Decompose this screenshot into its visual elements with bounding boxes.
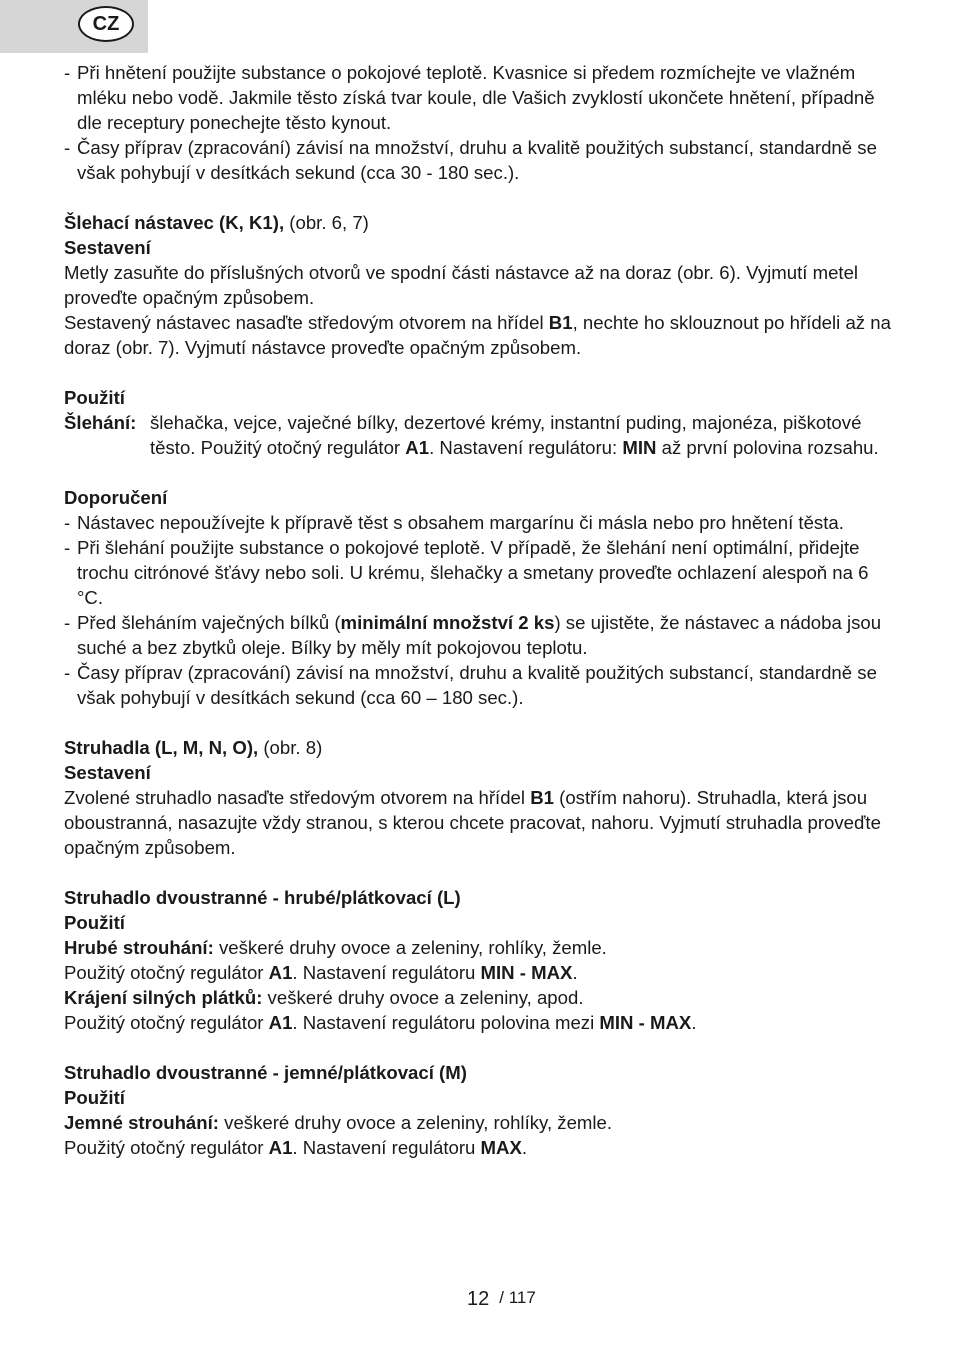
grater-m-heading: Struhadlo dvoustranné - jemné/plátkovací (M): [64, 1062, 467, 1083]
grater-l-coarse-grating: Hrubé strouhání: veškeré druhy ovoce a zeleniny, rohlíky, žemle.: [64, 937, 607, 958]
grater-m-fine-setting: Použitý otočný regulátor A1. Nastavení regulátoru MAX.: [64, 1137, 528, 1158]
total-pages: / 117: [499, 1288, 536, 1307]
whisk-assembly-text-2: Sestavený nástavec nasaďte středovým otvorem na hřídel B1, nechte ho sklouznout po hřídeli až na doraz (obr. 7). Vyjmutí nástavce proveďte opačným způsobem.: [64, 312, 891, 358]
grater-l-thick-slicing: Krájení silných plátků: veškeré druhy ovoce a zeleniny, apod.: [64, 987, 584, 1008]
whisk-assembly-heading: Sestavení: [64, 237, 151, 258]
page-number: [467, 1285, 536, 1312]
grater-m-fine-grating: Jemné strouhání: veškeré druhy ovoce a zeleniny, rohlíky, žemle.: [64, 1112, 613, 1133]
language-tab: [0, 0, 148, 53]
recommendation-item: - Před šleháním vaječných bílků (minimální množství 2 ks) se ujistěte, že nástavec a nádoba jsou suché a bez zbytků oleje. Bílky by měly mít pokojovou teplotu.: [64, 612, 882, 658]
page-content: [64, 60, 894, 1160]
grater-l-heading: Struhadlo dvoustranné - hrubé/plátkovací (L): [64, 887, 461, 908]
grater-l-coarse-setting: Použitý otočný regulátor A1. Nastavení regulátoru MIN - MAX.: [64, 962, 578, 983]
whisk-use-term: Šlehání:: [64, 412, 137, 433]
whisk-use-description: šlehačka, vejce, vaječné bílky, dezertové krémy, instantní puding, majonéza, piškotové těsto. Použitý otočný regulátor A1. Nastavení regulátoru: MIN až první polovina rozsahu.: [150, 412, 879, 458]
bullet-kneading-times: - Časy příprav (zpracování) závisí na množství, druhu a kvalitě použitých substancí, standardně se však pohybují v desítkách sekund (cca 30 - 180 sec.).: [64, 137, 877, 183]
graters-assembly-text: Zvolené struhadlo nasaďte středovým otvorem na hřídel B1 (ostřím nahoru). Struhadla, která jsou oboustranná, nasazujte vždy stranou, s kterou chcete pracovat, nahoru. Vyjmutí struhadla proveďte opačným způsobem.: [64, 787, 881, 858]
current-page: 12: [467, 1288, 490, 1310]
graters-assembly-heading: Sestavení: [64, 762, 151, 783]
whisk-use-heading: Použití: [64, 387, 125, 408]
whisk-assembly-text-1: Metly zasuňte do příslušných otvorů ve spodní části nástavce až na doraz (obr. 6). Vyjmutí metel proveďte opačným způsobem.: [64, 262, 859, 308]
recommendation-item: - Časy příprav (zpracování) závisí na množství, druhu a kvalitě použitých substancí, standardně se však pohybují v desítkách sekund (cca 60 – 180 sec.).: [64, 662, 877, 708]
graters-section-heading: Struhadla (L, M, N, O), (obr. 8): [64, 737, 323, 758]
bullet-kneading-temperature: - Při hnětení použijte substance o pokojové teplotě. Kvasnice si předem rozmíchejte ve vlažném mléku nebo vodě. Jakmile těsto získá tvar koule, dle Vašich zvyklostí ukončete hnětení, případně dle receptury ponechejte těsto kynout.: [64, 62, 875, 133]
grater-l-thick-setting: Použitý otočný regulátor A1. Nastavení regulátoru polovina mezi MIN - MAX.: [64, 1012, 697, 1033]
language-badge: CZ: [78, 6, 134, 42]
grater-m-use-heading: Použití: [64, 1087, 125, 1108]
whisk-section-heading: Šlehací nástavec (K, K1), (obr. 6, 7): [64, 212, 369, 233]
recommendation-item: - Při šlehání použijte substance o pokojové teplotě. V případě, že šlehání není optimální, přidejte trochu citrónové šťávy nebo soli. U krému, šlehačky a smetany proveďte ochlazení alespoň na 6 °C.: [64, 537, 869, 608]
grater-l-use-heading: Použití: [64, 912, 125, 933]
whisk-use-definition: [64, 410, 894, 460]
recommendation-item: - Nástavec nepoužívejte k přípravě těst s obsahem margarínu či másla nebo pro hnětení těsta.: [64, 512, 844, 533]
whisk-recommendations-heading: Doporučení: [64, 487, 168, 508]
